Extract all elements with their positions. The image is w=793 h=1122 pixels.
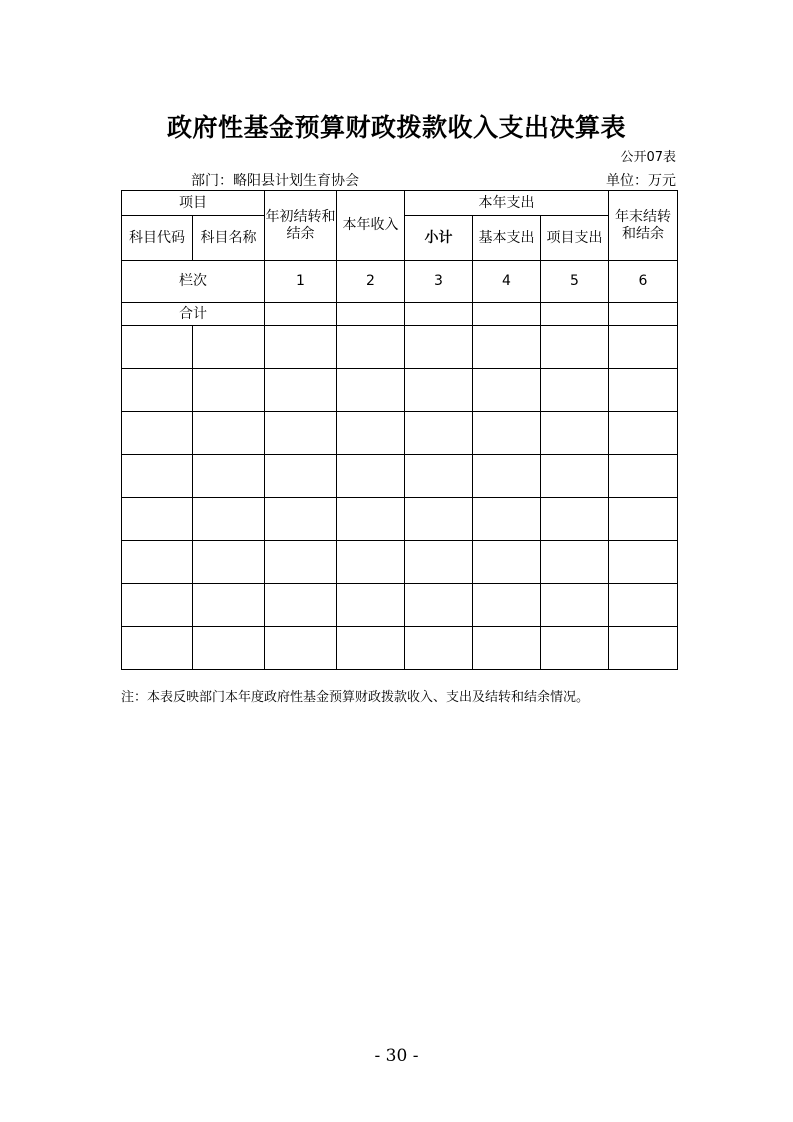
total-cell — [265, 303, 337, 326]
col-number-3: 3 — [405, 261, 473, 303]
footnote: 注：本表反映部门本年度政府性基金预算财政拨款收入、支出及结转和结余情况。 — [121, 690, 590, 705]
header-expense: 本年支出 — [405, 191, 609, 216]
page-number: - 30 - — [374, 1046, 419, 1066]
header-subtotal: 小计 — [405, 216, 473, 261]
header-income: 本年收入 — [337, 191, 405, 261]
table-row — [122, 369, 678, 412]
page-title: 政府性基金预算财政拨款收入支出决算表 — [166, 113, 626, 142]
header-basic-expense: 基本支出 — [473, 216, 541, 261]
header-end-balance: 年末结转和结余 — [609, 191, 678, 261]
total-cell — [541, 303, 609, 326]
total-cell — [337, 303, 405, 326]
table-row — [122, 455, 678, 498]
col-number-1: 1 — [265, 261, 337, 303]
form-number: 公开07表 — [620, 150, 676, 165]
table-row — [122, 412, 678, 455]
header-begin-balance: 年初结转和结余 — [265, 191, 337, 261]
budget-table — [121, 190, 678, 670]
table-row — [122, 584, 678, 627]
total-cell — [473, 303, 541, 326]
table-row — [122, 498, 678, 541]
col-number-5: 5 — [541, 261, 609, 303]
department-label: 部门：略阳县计划生育协会 — [191, 173, 359, 189]
total-cell — [405, 303, 473, 326]
col-number-2: 2 — [337, 261, 405, 303]
col-number-4: 4 — [473, 261, 541, 303]
table-row — [122, 541, 678, 584]
table-row — [122, 326, 678, 369]
lanci-label: 栏次 — [122, 261, 265, 303]
header-project-expense: 项目支出 — [541, 216, 609, 261]
header-subject-name: 科目名称 — [193, 216, 265, 261]
header-subject-code: 科目代码 — [122, 216, 193, 261]
total-label: 合计 — [122, 303, 265, 326]
total-cell — [609, 303, 678, 326]
header-project: 项目 — [122, 191, 265, 216]
table-row — [122, 627, 678, 670]
col-number-6: 6 — [609, 261, 678, 303]
unit-label: 单位：万元 — [606, 173, 676, 189]
